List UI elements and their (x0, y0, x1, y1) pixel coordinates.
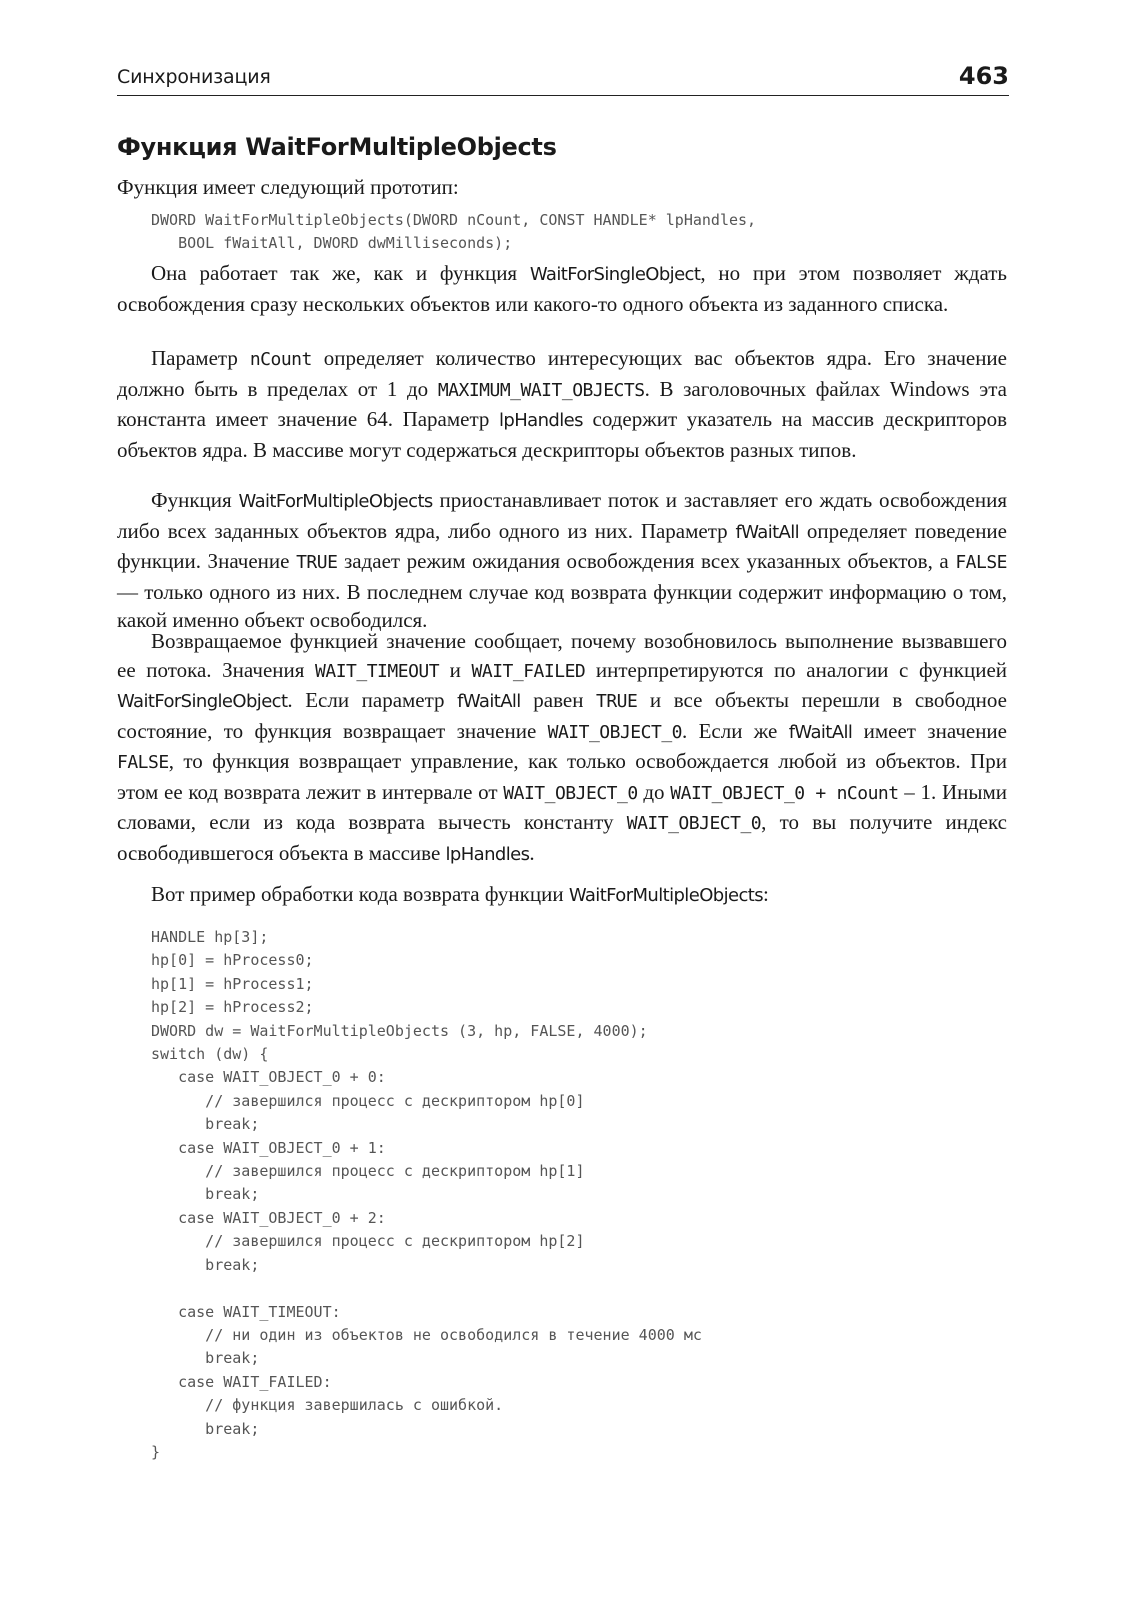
p1-text: , но при этом позволяет ждать освобождения сразу нескольких объектов или какого-то одного объекта из заданного списка. (117, 261, 1007, 316)
prototype-code: DWORD WaitForMultipleObjects(DWORD nCount, CONST HANDLE* lpHandles, BOOL fWaitAll, DWORD dwMilliseconds); (151, 211, 757, 252)
p4-code: WaitForSingleObject (117, 691, 288, 712)
paragraph-1 (117, 259, 1007, 318)
p3-code: FALSE (955, 552, 1007, 573)
p4-text: , то вы получите индекс освободившегося объекта в массиве (117, 810, 1007, 865)
page-number: 463 (958, 62, 1009, 90)
p3-text: Функция (151, 488, 239, 512)
example-code: HANDLE hp[3]; hp[0] = hProcess0; hp[1] = hProcess1; hp[2] = hProcess2; DWORD dw = WaitForMultipleObjects (3, hp, FALSE, 4000); switch (dw) { case WAIT_OBJECT_0 + 0: // завершился процесс с дескриптором hp[0] break; case WAIT_OBJECT_0 + 1: // завершился процесс с дескриптором hp[1] break; case WAIT_OBJECT_0 + 2: // завершился процесс с дескриптором hp[2] break; case WAIT_TIMEOUT: // ни один из объектов не освободился в течение 4000 мс break; case WAIT_FAILED: // функция завершилась с ошибкой. break; } (151, 928, 702, 1461)
p4-text: имеет значение (852, 718, 1007, 743)
p1-text: Она работает так же, как и функция (151, 261, 530, 285)
p4-code: WAIT_TIMEOUT (315, 660, 440, 682)
intro-paragraph: Функция имеет следующий прототип: (117, 175, 459, 199)
p5-text: : (763, 882, 769, 906)
p4-text: . (529, 840, 535, 865)
p4-code: fWaitAll (788, 721, 853, 743)
p3-text: приостанавливает поток и заставляет его ждать освобождения либо всех заданных объектов ядра, либо одного из них. Параметр (117, 488, 1007, 543)
p3-text: определяет поведение функции. Значение (117, 518, 1007, 573)
p2-text: определяет количество интересующих вас объектов ядра. Его значение должно быть в пределах от 1 до (117, 346, 1007, 401)
paragraph-5 (117, 880, 1007, 911)
p2-text: . В заголовочных файлах Windows эта константа имеет значение 64. Параметр (117, 376, 1007, 431)
p5-text: Вот пример обработки кода возврата функции (151, 882, 569, 906)
p4-code: WAIT_FAILED (471, 660, 586, 682)
section-title: Функция WaitForMultipleObjects (117, 133, 557, 161)
p4-text: . Если параметр (287, 688, 458, 712)
p2-code: nCount (249, 349, 312, 370)
p4-code: WAIT_OBJECT_0 (626, 813, 762, 834)
p5-code: WaitForMultipleObjects (568, 885, 763, 906)
paragraph-3 (117, 486, 1007, 635)
p4-code: FALSE (117, 752, 169, 773)
p4-code: TRUE (596, 691, 638, 712)
paragraph-4 (117, 627, 1007, 869)
p4-text: до (637, 779, 671, 804)
p4-code: fWaitAll (457, 691, 521, 712)
p4-code: lpHandles (445, 843, 530, 865)
p4-text: Возвращаемое функцией значение сообщает, почему возобновилось выполнение вызвавшего ее потока. Значения (117, 629, 1007, 682)
p4-text: – 1. Иными словами, если из кода возврата вычесть константу (117, 779, 1007, 834)
p4-code: WAIT_OBJECT_0 (547, 721, 682, 743)
paragraph-2 (117, 344, 1007, 464)
p4-text: и все объекты перешли в свободное состояние, то функция возвращает значение (117, 688, 1007, 743)
p1-code: WaitForSingleObject (529, 264, 701, 285)
p3-code: TRUE (296, 552, 338, 573)
p4-code: WAIT_OBJECT_0 + nCount (670, 782, 899, 804)
p2-code: MAXIMUM_WAIT_OBJECTS (437, 379, 645, 401)
chapter-title: Синхронизация (117, 66, 271, 88)
p3-text: задает режим ожидания освобождения всех указанных объектов, а (337, 549, 956, 573)
p2-text: Параметр (151, 346, 250, 370)
p3-text: — только одного из них. В последнем случае код возврата функции содержит информацию о том, какой именно объект освободился. (117, 579, 1007, 632)
p4-text: интерпретируются по аналогии с функцией (585, 657, 1008, 682)
p4-code: WAIT_OBJECT_0 (503, 782, 638, 804)
p4-text: . Если же (682, 718, 789, 743)
p4-text: равен (520, 688, 596, 712)
p3-code: WaitForMultipleObjects (238, 491, 433, 512)
p4-text: и (439, 657, 472, 682)
p2-code: lpHandles (499, 410, 583, 431)
p4-text: , то функция возвращает управление, как только освобождается любой из объектов. При этом ее код возврата лежит в интервале от (117, 749, 1007, 804)
running-header (117, 62, 1009, 96)
p2-text: содержит указатель на массив дескрипторов объектов ядра. В массиве могут содержаться дескрипторы объектов разных типов. (117, 407, 1007, 462)
p3-code: fWaitAll (735, 521, 800, 543)
